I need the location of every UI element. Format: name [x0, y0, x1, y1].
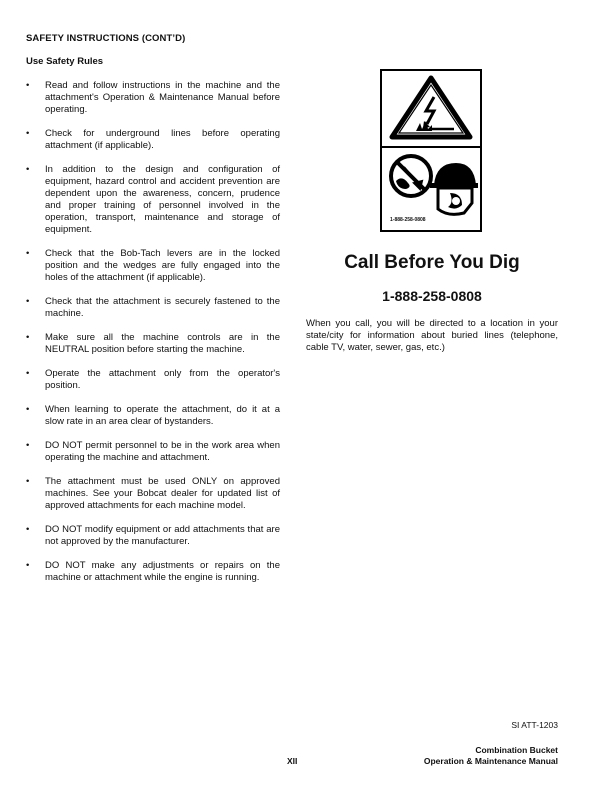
- bullet: •: [26, 368, 30, 379]
- rule-text: Check that the attachment is securely fastened to the machine.: [45, 296, 280, 319]
- list-item: [26, 440, 280, 464]
- list-item: [26, 248, 280, 284]
- manual-title-line1: Combination Bucket: [475, 745, 558, 755]
- rule-text: DO NOT permit personnel to be in the work area when operating the machine and attachment.: [45, 440, 280, 463]
- electrical-hazard-icon: [382, 71, 480, 143]
- page-number: XII: [287, 756, 298, 766]
- sign-divider: [382, 146, 480, 148]
- bullet: •: [26, 332, 30, 343]
- rule-text: In addition to the design and configuration of equipment, hazard control and accident prevention are dependent upon the awareness, concern, prudence and proper training of personnel involved in the operation, transport, maintenance and storage of equipment.: [45, 164, 280, 235]
- bullet: •: [26, 248, 30, 259]
- rule-text: DO NOT make any adjustments or repairs on the machine or attachment while the engine is running.: [45, 560, 280, 583]
- list-item: [26, 164, 280, 236]
- manual-title: [424, 745, 558, 767]
- list-item: [26, 404, 280, 428]
- list-item: [26, 368, 280, 392]
- bullet: •: [26, 80, 30, 91]
- bullet: •: [26, 560, 30, 571]
- rule-text: When learning to operate the attachment, do it at a slow rate in an area clear of bystanders.: [45, 404, 280, 427]
- rule-text: The attachment must be used ONLY on approved machines. See your Bobcat dealer for updated list of approved attachments for each machine model.: [45, 476, 280, 511]
- list-item: [26, 476, 280, 512]
- bullet: •: [26, 296, 30, 307]
- bullet: •: [26, 404, 30, 415]
- bullet: •: [26, 476, 30, 487]
- call-before-you-dig-title: Call Before You Dig: [344, 252, 520, 273]
- hard-hat-phone-icon: [428, 159, 480, 219]
- list-item: [26, 524, 280, 548]
- rule-text: DO NOT modify equipment or add attachments that are not approved by the manufacturer.: [45, 524, 280, 547]
- bullet: •: [26, 440, 30, 451]
- bullet: •: [26, 524, 30, 535]
- document-code: SI ATT-1203: [511, 720, 558, 730]
- call-phone-number: 1-888-258-0808: [382, 288, 482, 304]
- bullet: •: [26, 164, 30, 175]
- list-item: [26, 80, 280, 116]
- list-item: [26, 332, 280, 356]
- rule-text: Read and follow instructions in the machine and the attachment's Operation & Maintenance Manual before operating.: [45, 80, 280, 115]
- rule-text: Check that the Bob-Tach levers are in the locked position and the wedges are fully engaged into the holes of the attachment (if applicable).: [45, 248, 280, 283]
- rule-text: Operate the attachment only from the operator's position.: [45, 368, 280, 391]
- safety-rules-list: [26, 80, 280, 596]
- section-title: SAFETY INSTRUCTIONS (CONT’D): [26, 33, 186, 44]
- manual-title-line2: Operation & Maintenance Manual: [423, 756, 558, 766]
- list-item: [26, 128, 280, 152]
- list-item: [26, 296, 280, 320]
- call-description: When you call, you will be directed to a location in your state/city for information about buried lines (telephone, cable TV, water, sewer, gas, etc.): [306, 318, 558, 353]
- list-item: [26, 560, 280, 584]
- rule-text: Make sure all the machine controls are in the NEUTRAL position before starting the machine.: [45, 332, 280, 355]
- subsection-title: Use Safety Rules: [26, 56, 104, 67]
- call-before-dig-sign: [380, 69, 482, 232]
- rule-text: Check for underground lines before operating attachment (if applicable).: [45, 128, 280, 151]
- bullet: •: [26, 128, 30, 139]
- sign-phone-number: 1-888-258-0808: [390, 217, 426, 223]
